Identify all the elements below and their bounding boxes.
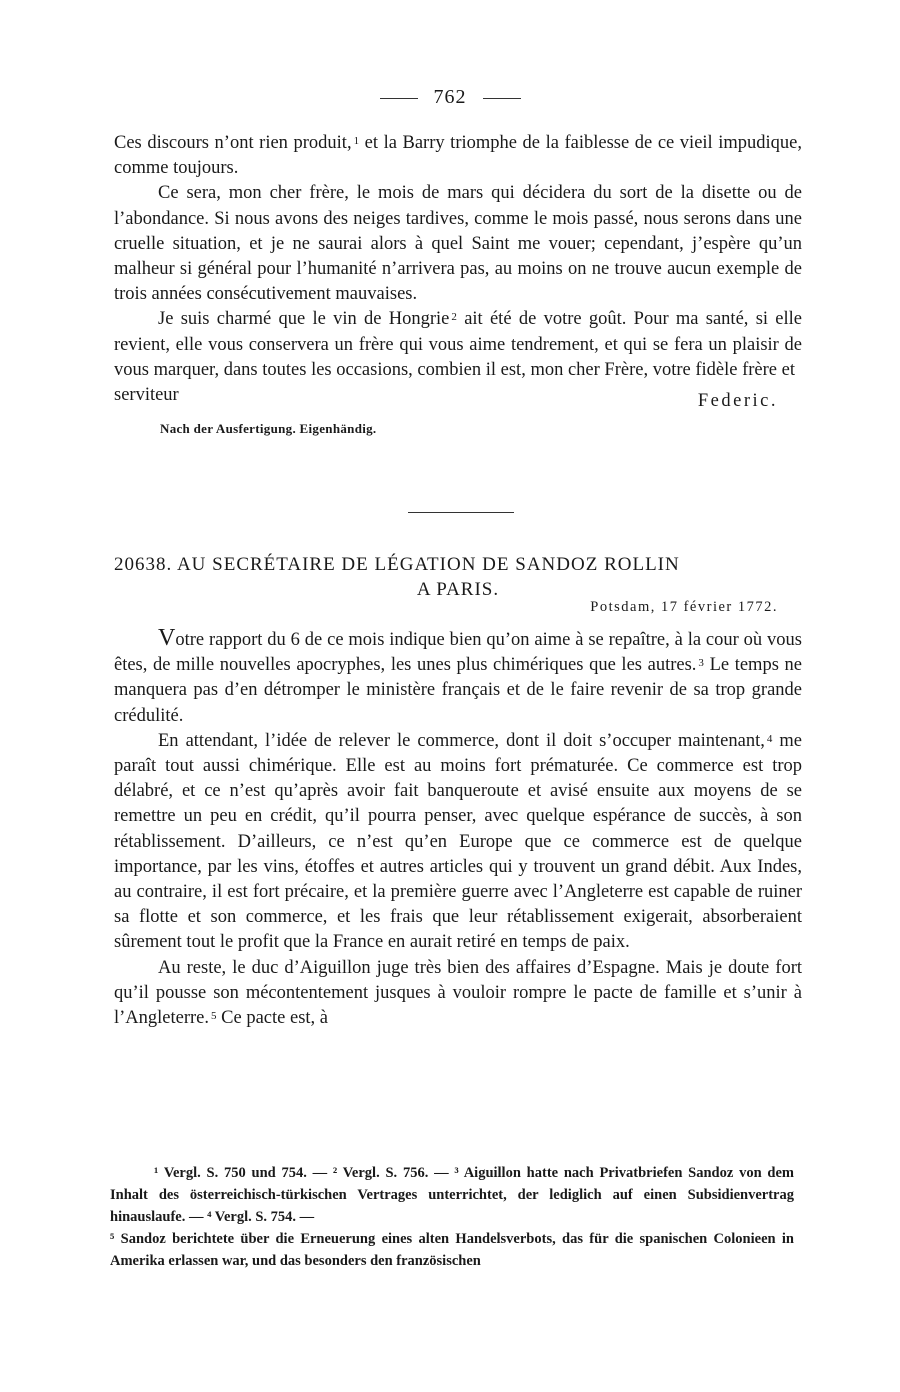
letter-2-paragraph-3: Au reste, le duc d’Aiguillon juge très bien des affaires d’Espagne. Mais je doute fort qu’il pousse son mécontentement jusques à vouloir rompre le pacte de famille et s’unir à l’Angleterre. $^5$ Ce pacte est, à xyxy=(114,957,802,1029)
page-number-dash-right xyxy=(483,98,521,99)
source-note: Nach der Ausfertigung. Eigenhändig. xyxy=(160,421,377,437)
footnote-ref-2: 2 xyxy=(451,311,457,324)
letter-1-paragraph-3: Je suis charmé que le vin de Hongrie $^2$ ait été de votre goût. Pour ma santé, si elle revient, elle vous conservera un frère qui vous aime tendrement, et qui se fera un plaisir de vous marquer, dans toutes les occasions, combien il est, mon cher Frère, votre fidèle frère et xyxy=(114,309,803,380)
footnote-ref-5: 5 xyxy=(211,1010,217,1023)
closing-text: serviteur xyxy=(114,385,179,406)
page-number-text: 762 xyxy=(433,86,467,108)
section-divider xyxy=(408,512,514,513)
letter-2-paragraph-2: En attendant, l’idée de relever le commerce, dont il doit s’occuper maintenant, $^4$ me paraît tout aussi chimérique. Elle est au moins fort prématurée. Ce commerce est trop délabré, et ce n’est qu’après avoir fait banqueroute et avisé ensuite aux moyens de se remettre un peu en crédit, qu’il pourra penser, avec quelque espérance de succès, à son rétablissement. D’ailleurs, ce n’est qu’en Europe que ce commerce est de quelque importance, par les vins, étoffes et autres articles qui y trouvent un grand débit. Aux Indes, au contraire, il est fort précaire, et la première guerre avec l’Angleterre est capable de ruiner sa flotte et son commerce, et les frais que leur rétablissement exigerait, absorberaient sûrement tout le profit que la France en aurait retiré en temps de paix. xyxy=(114,730,802,953)
footnote-ref-1: 1 xyxy=(353,135,360,147)
page-number xyxy=(0,86,900,109)
heading-line-1: 20638. AU SECRÉTAIRE DE LÉGATION DE SANDOZ ROLLIN xyxy=(114,554,680,575)
signature: Federic. xyxy=(697,391,778,412)
dateline: Potsdam, 17 février 1772. xyxy=(590,599,778,615)
letter-2-paragraph-1: Votre rapport du 6 de ce mois indique bien qu’on aime à se repaître, à la cour où vous êtes, de mille nouvelles apocryphes, les unes plus chimériques que les autres. $^3$ Le temps ne manquera pas d’en détromper le ministère français et de le faire revenir de sa trop grande crédulité. xyxy=(114,625,802,726)
footnote-block-2: ⁵ Sandoz berichtete über die Erneuerung eines alten Handelsverbots, das für die spanischen Colonieen in Amerika erlassen war, und das besonders den französischen xyxy=(110,1231,794,1269)
letter-1-paragraph-1: Ces discours n’ont rien produit, $^1$ et la Barry triomphe de la faiblesse de ce vieil impudique, comme toujours. xyxy=(114,133,803,179)
footnote-block-1: ¹ Vergl. S. 750 und 754. — ² Vergl. S. 756. — ³ Aiguillon hatte nach Privatbriefen Sandoz von dem Inhalt des österreichisch-türkischen Vertrages unterrichtet, der lediglich auf einen Subsidienvertrag hinauslaufe. — ⁴ Vergl. S. 754. — xyxy=(110,1165,794,1225)
letter-2 xyxy=(114,626,802,1031)
heading-line-2: A PARIS. xyxy=(416,579,500,600)
letter-2-heading xyxy=(114,552,802,602)
letter-1 xyxy=(114,131,802,441)
drop-cap: V xyxy=(158,625,176,651)
footnotes xyxy=(110,1162,794,1272)
closing-row xyxy=(114,383,802,412)
footnote-ref-4: 4 xyxy=(766,732,773,745)
page-number-dash-left xyxy=(380,98,418,99)
letter-1-paragraph-2: Ce sera, mon cher frère, le mois de mars qui décidera du sort de la disette ou de l’abondance. Si nous avons des neiges tardives, comme le mois passé, nous serons dans une cruelle situation, et je ne saurai alors à quel Saint me vouer; cependant, j’espère qu’un malheur si général pour l’humanité n’arrivera pas, au moins on ne trouve aucun exemple de trois années consécutivement mauvaises. xyxy=(114,183,802,305)
footnote-ref-3: 3 xyxy=(698,657,704,670)
